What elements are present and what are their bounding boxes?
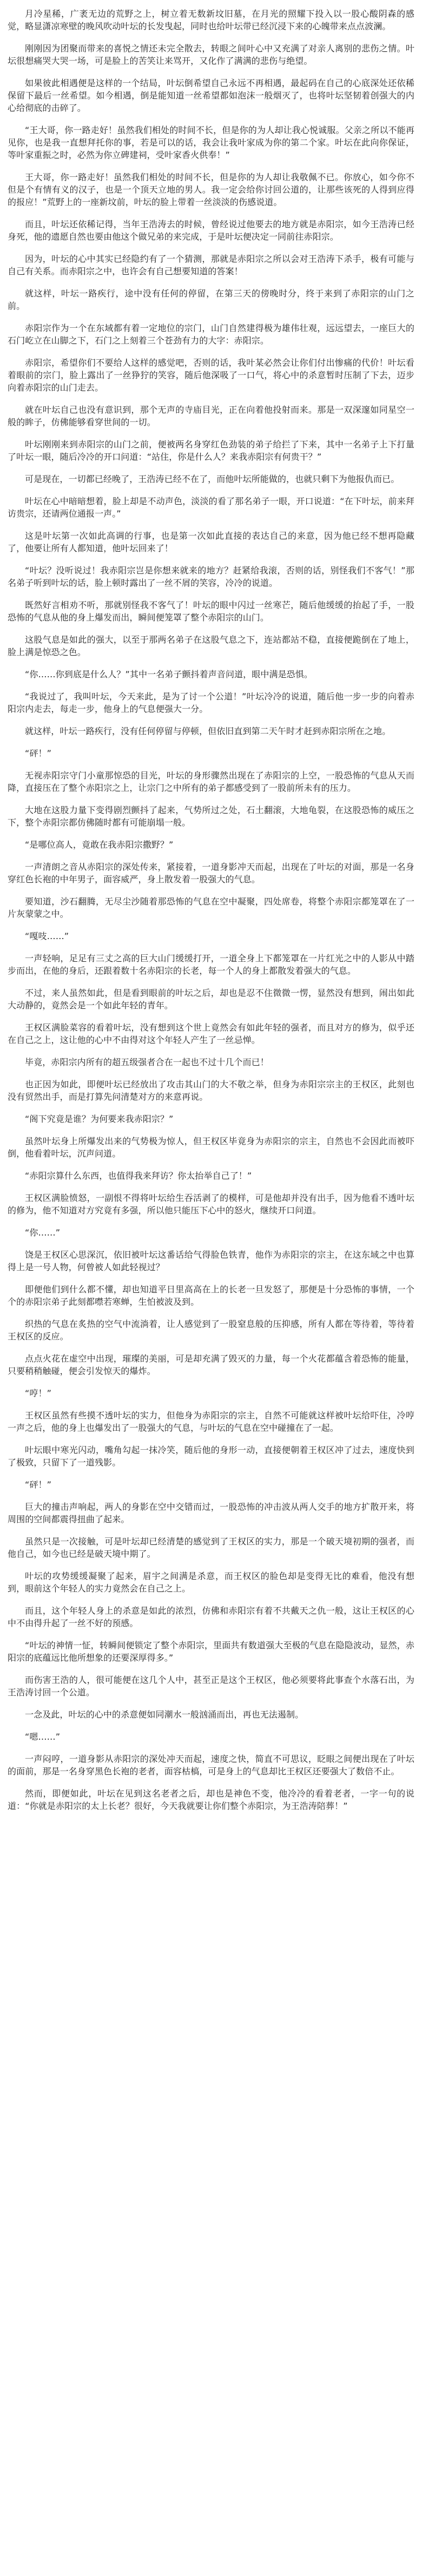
article-paragraph: 王权区虽然有些摸不透叶坛的实力，但他身为赤阳宗的宗主，自然不可能就这样被叶坛给吓住，冷哼一声之后，他的身上也爆发出了一股强大的气息，与叶坛的气息在空中碰撞在了一起。	[8, 1410, 414, 1433]
article-paragraph: “是哪位高人，竟敢在我赤阳宗撒野？”	[25, 840, 174, 850]
article-paragraph: 一声闷哼，一道身影从赤阳宗的深处冲天而起，速度之快，简直不可思议，眨眼之间便出现在了叶坛的面前，那是一名身穿黑色长袍的老者，面容枯槁，可是身上的气息却比王权区还要强大了数倍不止。	[8, 1754, 414, 1776]
article-paragraph: 就在叶坛自己也没有意识到，那个无声的寺庙目光，正在向着他投射而来。那是一双深邃如同星空一般的眸子，仿佛能够看穿世间的一切。	[8, 405, 414, 427]
article-paragraph: 赤阳宗作为一个在东域都有着一定地位的宗门，山门自然建得极为雄伟壮观，远远望去，一座巨大的石门屹立在山脚之下，石门之上刻着三个苍劲有力的大字：赤阳宗。	[8, 323, 414, 346]
article-paragraph: “叶坛？没听说过！我赤阳宗岂是你想来就来的地方？赶紧给我滚，否则的话，别怪我们不客气！”那名弟子听到叶坛的话，脸上顿时露出了一丝不屑的笑容，冷冷的说道。	[8, 565, 414, 588]
article-paragraph: “哼！”	[25, 1388, 51, 1398]
article-paragraph: 叶坛在心中暗暗想着，脸上却是不动声色，淡淡的看了那名弟子一眼，开口说道：“在下叶坛，前来拜访贵宗，还请两位通报一声。”	[8, 496, 414, 519]
article-paragraph: 就这样，叶坛一路疾行，途中没有任何的停留，在第三天的傍晚时分，终于来到了赤阳宗的山门之前。	[8, 288, 414, 311]
article-paragraph: 要知道，沙石翻腾，无尽尘沙随着那恐怖的气息在空中凝聚，四处席卷，将整个赤阳宗都笼罩在了一片灰蒙蒙之中。	[8, 896, 414, 919]
article-paragraph: 而伤害王浩的人，很可能便在这几个人中，甚至正是这个王权区，他必须要将此事查个水落石出，为王浩涛讨回一个公道。	[8, 1675, 414, 1697]
article-paragraph: 王大哥，你一路走好！虽然我们相处的时间不长，但是你的为人却让我敬佩不已。你放心，如今你不但是个有情有义的汉子，也是一个顶天立地的男人。我一定会给你讨回公道的，让那些该死的人得到应得的报应！”荒野上的一座新坟前，叶坛的脸上带着一丝淡淡的伤感说道。	[8, 172, 414, 207]
article-paragraph: “赤阳宗算什么东西，也值得我来拜访？你太抬举自己了！”	[25, 1171, 252, 1181]
article-paragraph: 虽然只是一次接触，可是叶坛却已经清楚的感觉到了王权区的实力，那是一个破天境初期的强者，而他自己，如今也已经是破天境中期了。	[8, 1536, 414, 1559]
article-paragraph: 如果彼此相遇便是这样的一个结局，叶坛倒希望自己永远不再相遇，最起码在自己的心底深处还依稀保留下最后一丝希望。如今相遇，倒是能知道一丝希望都如泡沫一般烟灭了，也将叶坛坚韧着创强大的内心给彻底的击碎了。	[8, 78, 414, 113]
article-paragraph: 赤阳宗，希望你们不要给人这样的感觉吧，否则的话，我叶某必然会让你们付出惨痛的代价！叶坛看着眼前的宗门，脸上露出了一丝狰狞的笑容，随后他深吸了一口气，将心中的杀意暂时压制了下去，迈步向着赤阳宗的山门走去。	[8, 358, 414, 393]
article-paragraph: 这股气息是如此的强大，以至于那两名弟子在这股气息之下，连站都站不稳，直接便跪倒在了地上，脸上满是惊恐之色。	[8, 635, 414, 657]
article-paragraph: 月冷星稀，广袤无边的荒野之上，树立着无数新坟旧墓，在月光的照耀下投入以一股心酸阴森的感觉，略显潇凉寒壁的晚风吹动叶坛的长发曳起，同时也给叶坛带已经沉浸下来的心魄带来点点波澜。	[8, 9, 414, 31]
article-paragraph: “你……”	[25, 1227, 61, 1238]
article-paragraph: 叶坛刚刚来到赤阳宗的山门之前，便被两名身穿红色劲装的弟子给拦了下来，其中一名弟子上下打量了叶坛一眼，随后冷冷的开口问道：“站住，你是什么人？来我赤阳宗有何贵干？”	[8, 439, 414, 462]
article-paragraph: 即便他们到什么都不懂，却也知道平日里高高在上的长老一旦发怒了，那便是十分恐怖的事情，一个个的赤阳宗弟子此刻都噤若寒蝉，生怕被波及到。	[8, 1284, 414, 1307]
article-paragraph: “砰！”	[25, 1479, 51, 1490]
article-paragraph: 一声清朗之音从赤阳宗的深处传来，紧接着，一道身影冲天而起，出现在了叶坛的对面，那是一名身穿红色长袍的中年男子，面容威严，身上散发着一股强大的气息。	[8, 862, 414, 884]
article-paragraph: 一声轻响，足足有三丈之高的巨大山门缓缓打开，一道全身上下都笼罩在一片红光之中的人影从中踏步而出，在他的身后，还跟着数十名赤阳宗的长老，每一个人的身上都散发着强大的气息。	[8, 953, 414, 976]
article-paragraph: 王权区满脸愤怒，一副恨不得将叶坛给生吞活剥了的模样，可是他却并没有出手，因为他看不透叶坛的修为，他不知道对方究竟有多强，所以他只能压下心中的怒火，继续开口问道。	[8, 1193, 414, 1216]
article-paragraph: 一念及此，叶坛的心中的杀意便如同潮水一般汹涌而出，再也无法遏制。	[25, 1709, 304, 1720]
article-paragraph: 虽然叶坛身上所爆发出来的气势极为惊人，但王权区毕竟身为赤阳宗的宗主，自然也不会因此而被吓倒，他看着叶坛，沉声问道。	[8, 1136, 414, 1159]
article-paragraph: 叶坛的攻势缓缓凝聚了起来，眉宇之间满是杀意，而王权区的脸色却是变得无比的难看，他没有想到，眼前这个年轻人的实力竟然会在自己之上。	[8, 1571, 414, 1594]
article-paragraph: “你……你到底是什么人？”其中一名弟子颤抖着声音问道，眼中满是恐惧。	[25, 669, 313, 679]
article-paragraph: 饶是王权区心思深沉，依旧被叶坛这番话给气得脸色铁青，他作为赤阳宗的宗主，在这东域之中也算得上是一号人物，何曾被人如此轻视过？	[8, 1250, 414, 1272]
article-paragraph: “王大哥，你一路走好！虽然我们相处的时间不长，但是你的为人却让我心悦诚服。父亲之所以不能再见你，也是我一直想拜托你的事，若是可以的话，我会让我叶家成为你的第二个家。叶坛在此向你保证，等叶家重振之时，必然为你立碑建祠，受叶家香火供奉！”	[8, 125, 414, 160]
article-paragraph: 刚刚因为团聚而带来的喜悦之情还未完全散去，转眼之间叶心中又充满了对亲人离别的悲伤之情。叶坛很想痛哭大哭一场，可是脸上的苦笑让来骂开，又化作了满满的悲伤与绝望。	[8, 43, 414, 66]
article-paragraph: 也正因为如此，即便叶坛已经放出了攻击其山门的大不敬之举，但身为赤阳宗宗主的王权区，此刻也没有贸然出手，而是打算先问清楚对方的来意再说。	[8, 1079, 414, 1102]
article-paragraph: 点点火花在虚空中出现，璀璨的美丽，可是却充满了毁灭的力量，每一个火花都蕴含着恐怖的能量，只要稍稍触碰，便会引发惊天的爆炸。	[8, 1353, 414, 1376]
article-paragraph: 然而，即便如此，叶坛在见到这名老者之后，却也是神色不变，他冷冷的看着老者，一字一句的说道：“你就是赤阳宗的太上长老？很好，今天我就要让你们整个赤阳宗，为王浩涛陪葬！”	[8, 1788, 414, 1811]
article-paragraph: 就这样，叶坛一路疾行，没有任何停留与停顿，但依旧直到第二天午时才赶到赤阳宗所在之地。	[25, 726, 391, 736]
article-paragraph: 因为，叶坛的心中其实已经隐约有了一个猜测，那就是赤阳宗之所以会对王浩涛下杀手，极有可能与自己有关系。而赤阳宗之中，也许会有自己想要知道的答案！	[8, 254, 414, 276]
article-paragraph: 王权区满脸菜容的看着叶坛，没有想到这个世上竟然会有如此年轻的强者，而且对方的修为，似乎还在自己之上，这让他的心中不由得对这个年轻人产生了一丝忌惮。	[8, 1022, 414, 1045]
article-paragraph: 而且，叶坛还依稀记得，当年王浩涛去的时候，曾经说过他要去的地方就是赤阳宗，如今王浩涛已经身死，他的遗愿自然也要由他这个做兄弟的来完成，于是叶坛便决定一同前往赤阳宗。	[8, 219, 414, 242]
article-paragraph: “嗯……”	[25, 1732, 61, 1742]
article-paragraph: 可是现在，一切都已经晚了，王浩涛已经不在了，而他叶坛所能做的，也就只剩下为他报仇而已。	[25, 474, 400, 484]
article-paragraph: “阁下究竟是谁？为何要来我赤阳宗？”	[25, 1114, 174, 1124]
article-paragraph: “叶坛的神情一怔，转瞬间便锁定了整个赤阳宗，里面共有数道强大至极的气息在隐隐波动，显然，赤阳宗的底蕴远比他所想象的还要深厚得多。”	[8, 1640, 414, 1663]
article-paragraph: 无视赤阳宗守门小童那惊恐的目光，叶坛的身形骤然出现在了赤阳宗的上空，一股恐怖的气息从天而降，直接压在了整个赤阳宗之上，让宗门之中所有的弟子都感受到了一股前所未有的压力。	[8, 770, 414, 793]
article-paragraph: “我说过了，我叫叶坛，今天来此，是为了讨一个公道！”叶坛冷冷的说道，随后他一步一步的向着赤阳宗内走去，每走一步，他身上的气息便强大一分。	[8, 691, 414, 714]
article-paragraph: 而且，这个年轻人身上的杀意是如此的浓烈，仿佛和赤阳宗有着不共戴天之仇一般，这让王权区的心中不由得升起了一丝不好的预感。	[8, 1606, 414, 1628]
article-paragraph: 织热的气息在炙热的空气中流淌着，让人感觉到了一股窒息般的压抑感，所有人都在等待着，等待着王权区的反应。	[8, 1319, 414, 1342]
article-paragraph: 叶坛眼中寒光闪动，嘴角勾起一抹冷笑，随后他的身形一动，直接便朝着王权区冲了过去，速度快到了极致，只留下了一道残影。	[8, 1445, 414, 1468]
article-paragraph: “嘎吱……”	[25, 931, 69, 941]
article-paragraph: 不过，来人虽然如此，但是看到眼前的叶坛之后，却也是忍不住微微一愣，显然没有想到，闹出如此大动静的，竟然会是一个如此年轻的青年。	[8, 988, 414, 1010]
article-paragraph: “砰！”	[25, 748, 51, 758]
article-paragraph: 大地在这股力量下变得剧烈颤抖了起来，气势所过之处，石土翻滚，大地龟裂，在这股恐怖的威压之下，整个赤阳宗都仿佛随时都有可能崩塌一般。	[8, 805, 414, 828]
article-paragraph: 毕竟，赤阳宗内所有的超五级强者合在一起也不过十几个而已！	[25, 1057, 269, 1067]
article-paragraph: 既然好言相劝不听，那就别怪我不客气了！叶坛的眼中闪过一丝寒芒，随后他缓缓的抬起了手，一股恐怖的气息从他的身上爆发而出，瞬间便笼罩了整个赤阳宗的山门。	[8, 600, 414, 623]
article-paragraph: 巨大的撞击声响起，两人的身影在空中交错而过，一股恐怖的冲击波从两人交手的地方扩散开来，将周围的空间都震得扭曲了起来。	[8, 1502, 414, 1524]
article-paragraph: 这是叶坛第一次如此高调的行事，也是第一次如此直接的表达自己的来意，因为他已经不想再隐藏了，他要让所有人都知道，他叶坛回来了！	[8, 531, 414, 553]
